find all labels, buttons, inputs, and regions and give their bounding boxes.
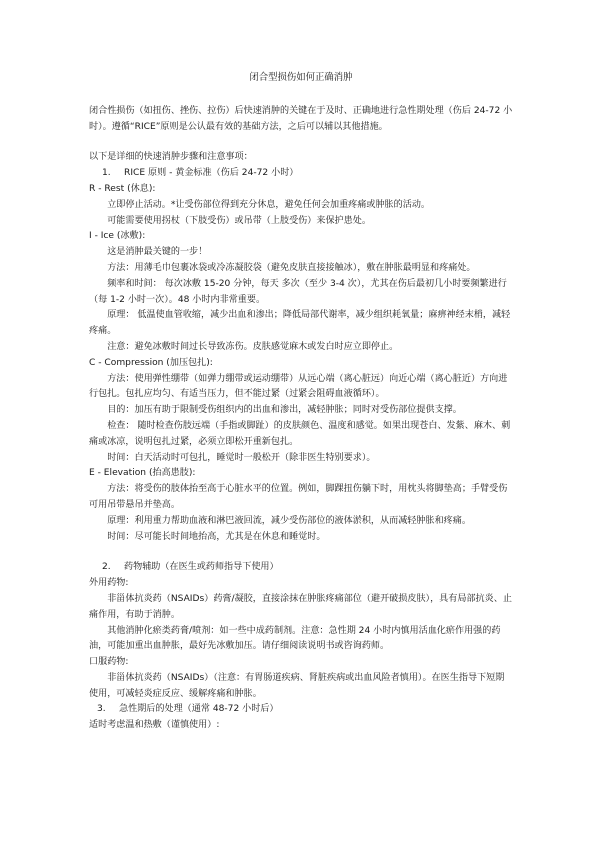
external-meds-paragraph-1: 非甾体抗炎药（NSAIDs）药膏/凝胶，直接涂抹在肿胀疼痛部位（避开破损皮肤），具有局部抗炎、止痛作用，有助于消肿。	[89, 593, 512, 620]
section2-heading: 2. 药物辅助（在医生或药师指导下使用）	[102, 562, 279, 573]
oral-meds-paragraph-1: 非甾体抗炎药（NSAIDs）（注意：有胃肠道疾病、肾脏疾病或出血风险者慎用）。在医生指导下短期使用，可减轻炎症反应、缓解疼痛和肿胀。	[89, 672, 505, 699]
elevation-paragraph-3: 时间：尽可能长时间地抬高，尤其是在休息和睡觉时。	[107, 531, 326, 542]
compression-paragraph-2: 目的：加压有助于限制受伤组织内的出血和渗出，减轻肿胀；同时对受伤部位提供支撑。	[107, 405, 462, 416]
compression-paragraph-1: 方法：使用弹性绷带（如弹力绷带或运动绷带）从远心端（离心脏远）向近心端（离心脏近）方向进行包扎。包扎应均匀、有适当压力，但不能过紧（过紧会阻碍血液循环）。	[89, 373, 508, 400]
section3-paragraph-1: 适时考虑温和热敷（谨慎使用）:	[89, 720, 220, 731]
elevation-heading: E - Elevation (抬高患肢):	[89, 468, 196, 479]
ice-paragraph-5: 注意：避免冰敷时间过长导致冻伤。皮肤感觉麻木或发白时应立即停止。	[107, 341, 399, 352]
section3-heading: 3. 急性期后的处理（通常 48-72 小时后）	[97, 704, 279, 715]
elevation-paragraph-1: 方法：将受伤的肢体抬至高于心脏水平的位置。例如，脚踝扭伤躺下时，用枕头将脚垫高；手臂受伤可用吊带悬吊并垫高。	[89, 484, 508, 510]
document-page	[89, 70, 513, 734]
ice-paragraph-3: 频率和时间： 每次冰敷 15-20 分钟，每天 多次（至少 3-4 次），尤其在伤后最初几小时要频繁进行（每 1-2 小时一次）。48 小时内非常重要。	[89, 278, 507, 305]
ice-paragraph-2: 方法：用薄毛巾包裹冰袋或冷冻凝胶袋（避免皮肤直接接触冰），敷在肿胀最明显和疼痛处。	[107, 262, 476, 273]
intro-paragraph: 闭合性损伤（如扭伤、挫伤、拉伤）后快速消肿的关键在于及时、正确地进行急性期处理（伤后 24-72 小时）。遵循“RICE”原则是公认最有效的基础方法，之后可以辅以其他措施。	[89, 105, 513, 132]
steps-intro: 以下是详细的快速消肿步骤和注意事项：	[89, 152, 253, 163]
rest-paragraph-1: 立即停止活动。*让受伤部位得到充分休息，避免任何会加重疼痛或肿胀的活动。	[107, 199, 431, 210]
document-title: 闭合型损伤如何正确消肿	[249, 72, 353, 83]
section1-heading: 1. RICE 原则 - 黄金标准（伤后 24-72 小时）	[102, 168, 299, 179]
compression-paragraph-4: 时间：白天活动时可包扎，睡觉时一般松开（除非医生特别要求）。	[107, 452, 376, 463]
external-meds-paragraph-2: 其他消肿化瘀类药膏/喷剂：如一些中成药制剂。注意：急性期 24 小时内慎用活血化瘀作用强的药油，可能加重出血肿胀，最好先冰敷加压。请仔细阅读说明书或咨询药师。	[89, 625, 501, 652]
ice-heading: I - Ice (冰敷):	[89, 231, 146, 242]
oral-meds-heading: 口服药物:	[89, 657, 129, 668]
ice-paragraph-4: 原理： 低温使血管收缩，减少出血和渗出；降低局部代谢率，减少组织耗氧量；麻痹神经末梢，减轻疼痛。	[89, 310, 511, 337]
rest-heading: R - Rest (休息):	[89, 183, 156, 194]
external-meds-heading: 外用药物:	[89, 578, 129, 589]
rest-paragraph-2: 可能需要使用拐杖（下肢受伤）或吊带（上肢受伤）来保护患处。	[107, 215, 371, 226]
elevation-paragraph-2: 原理：利用重力帮助血液和淋巴液回流，减少受伤部位的液体淤积，从而减轻肿胀和疼痛。	[107, 515, 471, 526]
compression-paragraph-3: 检查： 随时检查伤肢远端（手指或脚趾）的皮肤颜色、温度和感觉。如果出现苍白、发紫、麻木、刺痛或冰凉，说明包扎过紧，必须立即松开重新包扎。	[89, 420, 511, 447]
ice-paragraph-1: 这是消肿最关键的一步！	[107, 247, 208, 258]
compression-heading: C - Compression (加压包扎):	[89, 357, 213, 368]
